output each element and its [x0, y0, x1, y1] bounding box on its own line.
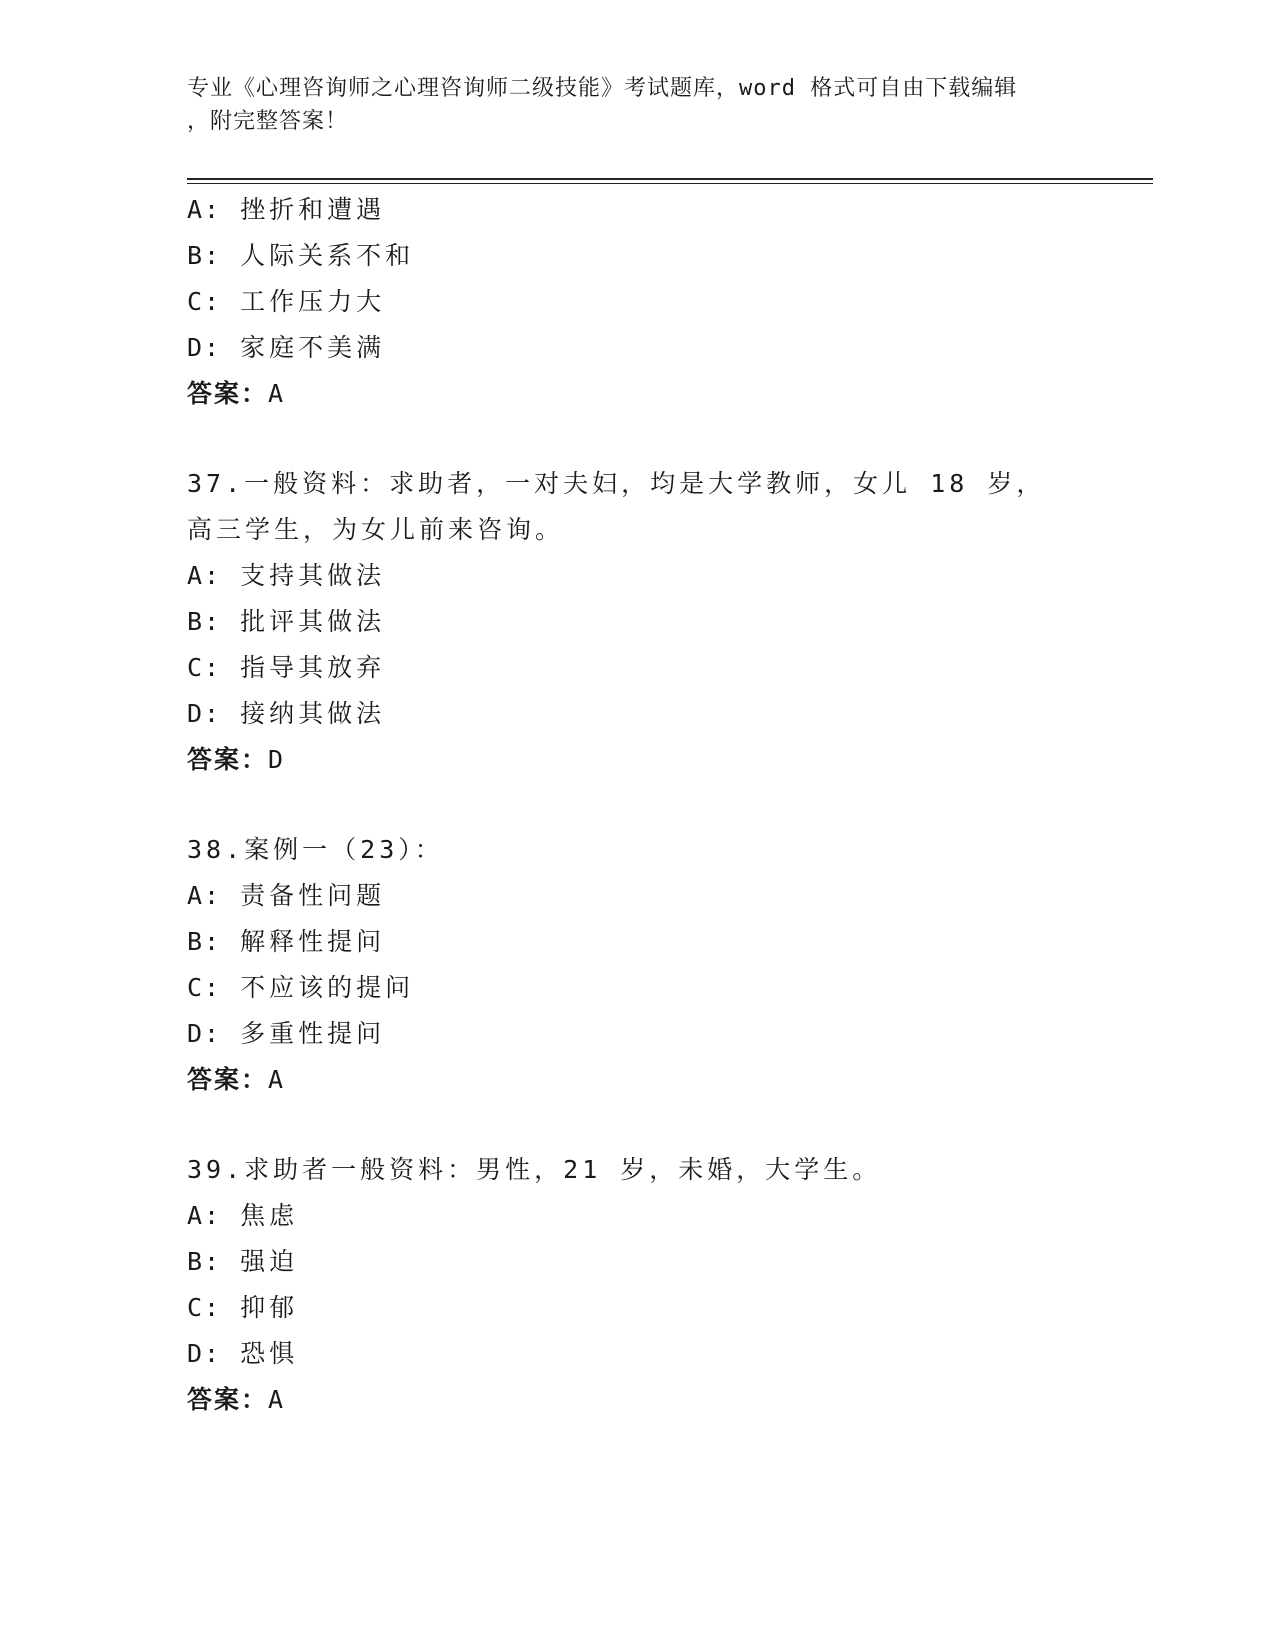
- option-d: D: 家庭不美满: [187, 333, 386, 362]
- option-a: A: 责备性问题: [187, 881, 386, 910]
- option-b: B: 强迫: [187, 1247, 299, 1276]
- question-block: [187, 827, 1087, 1103]
- option-b: B: 解释性提问: [187, 927, 386, 956]
- option-c: C: 抑郁: [187, 1293, 299, 1322]
- option-d: D: 多重性提问: [187, 1019, 386, 1048]
- header-line-1: 专业《心理咨询师之心理咨询师二级技能》考试题库，word 格式可自由下载编辑: [187, 76, 1018, 101]
- header-line-2: ，附完整答案！: [187, 109, 349, 134]
- question-block: [187, 461, 1087, 783]
- option-c: C: 指导其放弃: [187, 653, 386, 682]
- option-c: C: 不应该的提问: [187, 973, 415, 1002]
- option-a: A: 焦虑: [187, 1201, 299, 1230]
- option-b: B: 人际关系不和: [187, 241, 415, 270]
- question-title: 39.求助者一般资料：男性，21 岁，未婚，大学生。: [187, 1155, 882, 1184]
- option-c: C: 工作压力大: [187, 287, 386, 316]
- option-d: D: 接纳其做法: [187, 699, 386, 728]
- answer-line: 答案：D: [187, 745, 286, 774]
- question-title: 38.案例一（23）：: [187, 835, 444, 864]
- question-title: 37.一般资料：求助者，一对夫妇，均是大学教师，女儿 18 岁，高三学生，为女儿前来咨询。: [187, 469, 1046, 544]
- answer-line: 答案：A: [187, 379, 286, 408]
- option-a: A: 挫折和遭遇: [187, 195, 386, 224]
- question-list: [187, 187, 1087, 1423]
- header-divider-thick: [187, 178, 1153, 180]
- option-a: A: 支持其做法: [187, 561, 386, 590]
- document-header: [187, 72, 1067, 138]
- header-divider-thin: [187, 183, 1153, 184]
- answer-line: 答案：A: [187, 1065, 286, 1094]
- question-block: [187, 1147, 1087, 1423]
- question-block: [187, 187, 1087, 417]
- answer-line: 答案：A: [187, 1385, 286, 1414]
- option-b: B: 批评其做法: [187, 607, 386, 636]
- option-d: D: 恐惧: [187, 1339, 299, 1368]
